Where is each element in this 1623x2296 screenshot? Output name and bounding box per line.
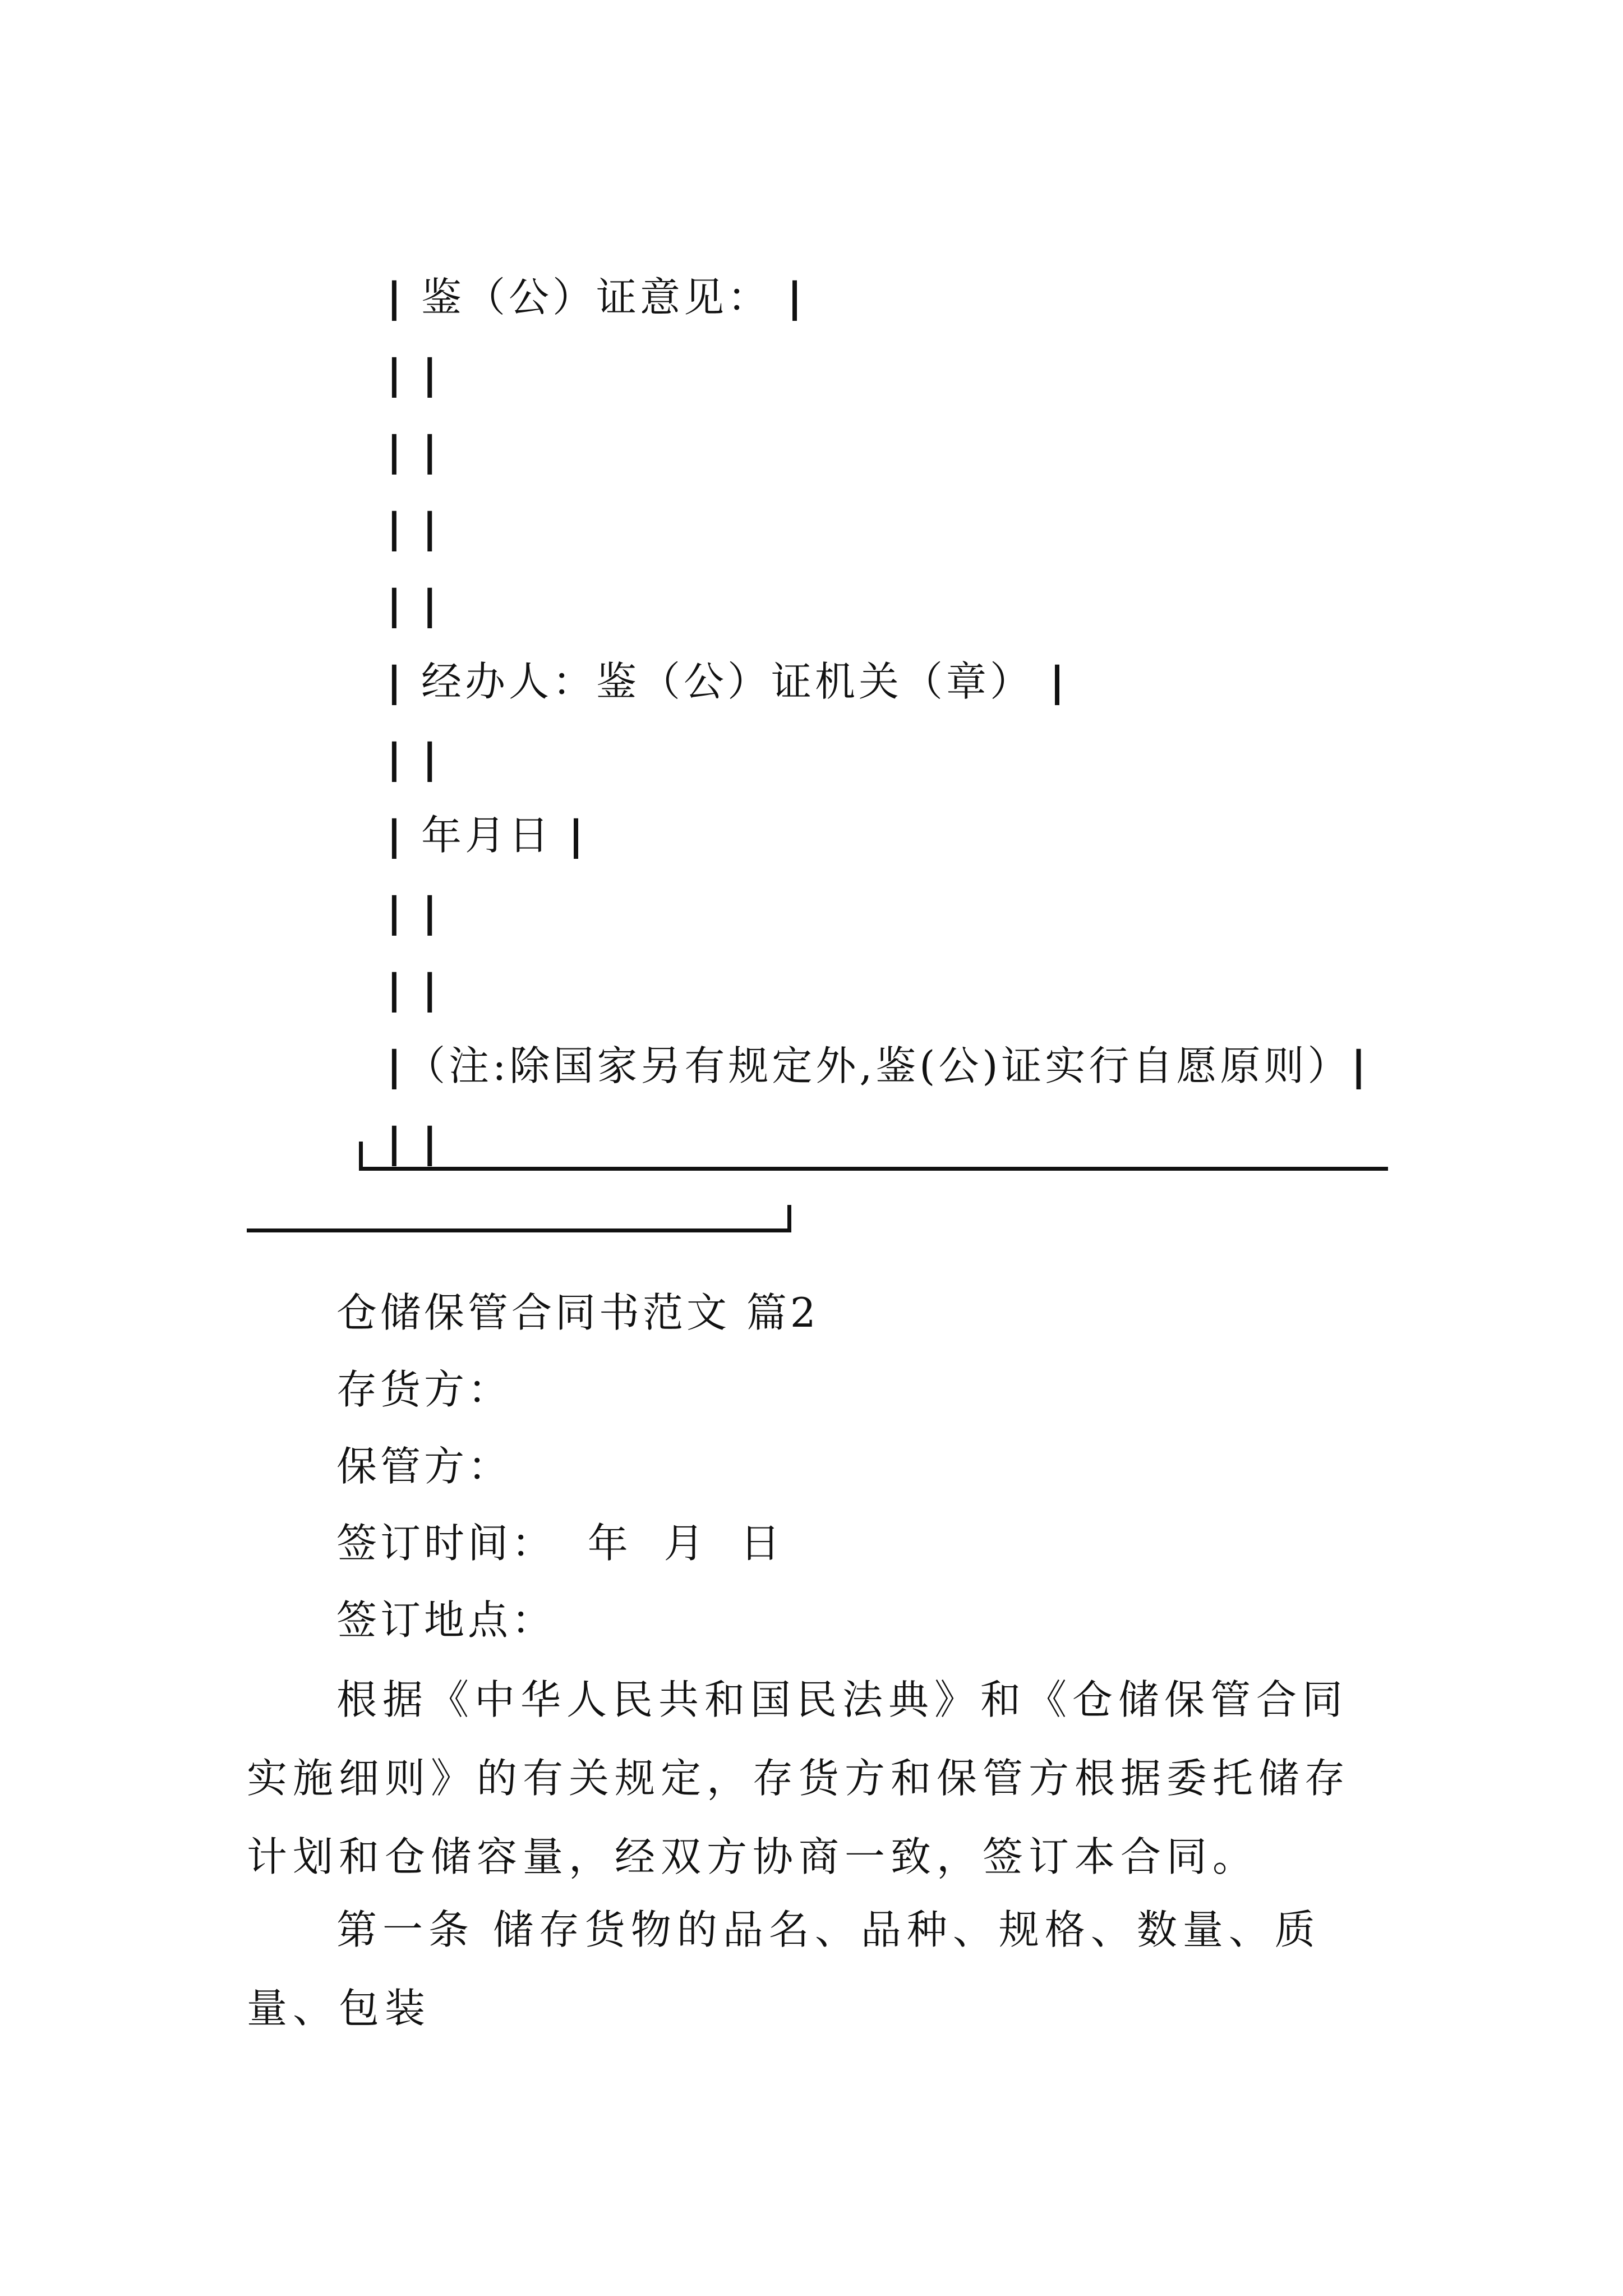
keeper-field: 保管方： [336,1443,512,1490]
box-bottom-border [359,1167,1388,1171]
box-row-1: | 鉴（公）证意见： | [386,274,806,321]
box-bottom-right-corner [787,1205,791,1232]
sign-time-field: 签订时间： 年 月 日 [336,1520,784,1567]
box-row-text: 经办人：鉴（公）证机关（章） [421,658,1034,705]
box-row-8: | 年月日 | [386,812,587,859]
box-row-5: | | [386,581,441,628]
box-row-2: | | [386,351,441,398]
depositor-field: 存货方： [336,1366,512,1413]
body-paragraph-1: 根据《中华人民共和国民法典》和《仓储保管合同实施细则》的有关规定，存货方和保管方根据委托储存计划和仓储容量，经双方协商一致，签订本合同。 [247,1676,1351,1880]
box-row-text: （注:除国家另有规定外,鉴(公)证实行自愿原则） [405,1042,1352,1089]
box-row-7: | | [386,735,441,782]
box-row-3: | | [386,427,441,475]
box-row-4: | | [386,504,441,551]
box-row-text: 年月日 [421,812,552,859]
box-bottom-border-wrap [247,1228,791,1232]
box-row-11: |（注:除国家另有规定外,鉴(公)证实行自愿原则）| [386,1042,1370,1089]
box-row-12: | | [386,1119,441,1166]
box-row-10: | | [386,965,441,1013]
box-row-9: | | [386,889,441,936]
box-row-text: 鉴（公）证意见： [421,274,771,321]
section-heading: 仓储保管合同书范文 篇2 [336,1289,819,1336]
sign-place-field: 签订地点： [336,1596,556,1644]
box-row-6: | 经办人：鉴（公）证机关（章） | [386,658,1068,705]
body-paragraph-2: 第一条 储存货物的品名、品种、规格、数量、质量、包装 [247,1906,1321,2032]
